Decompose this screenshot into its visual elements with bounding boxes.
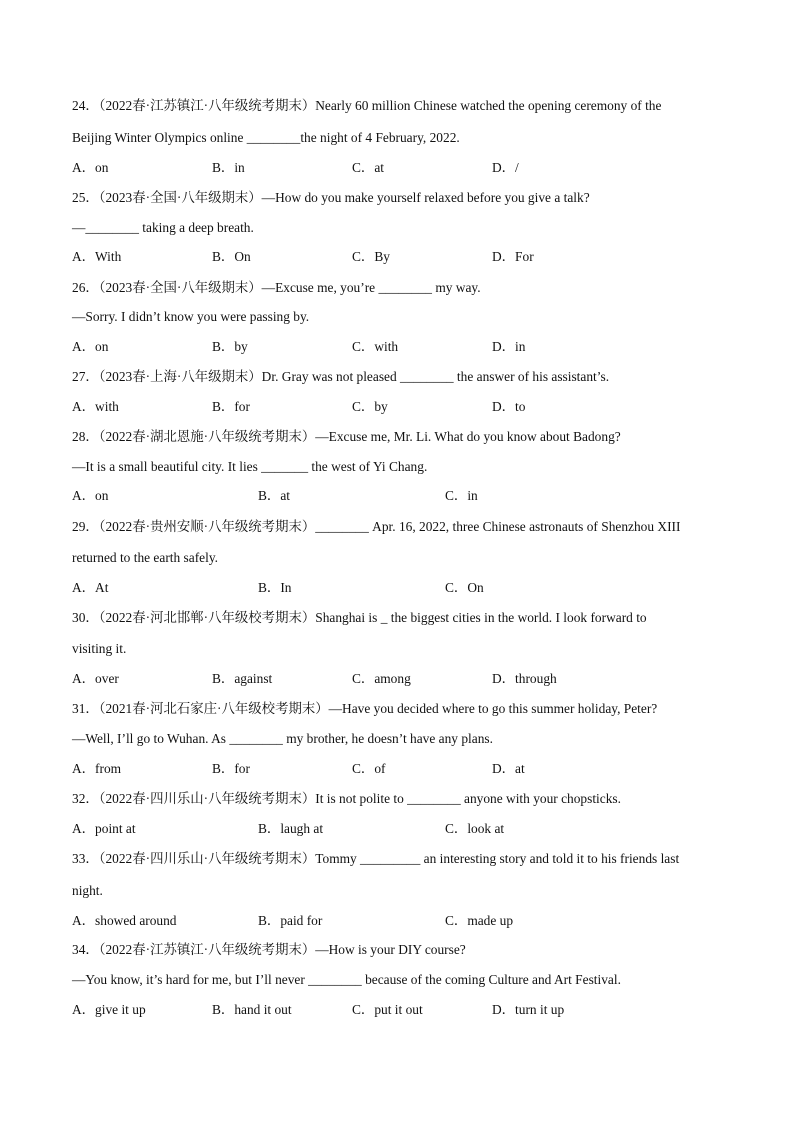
- question-25-option-d: D．For: [492, 249, 534, 264]
- question-26-line-2: —Sorry. I didn’t know you were passing by.: [72, 309, 310, 324]
- question-31-option-a: A．from: [72, 761, 122, 776]
- question-30-option-b: B．against: [212, 671, 273, 686]
- question-24-option-c: C．at: [352, 160, 384, 175]
- question-32-line-1: 32．（2022春·四川乐山·八年级统考期末）It is not polite to ________ anyone with your chopsticks.: [72, 791, 621, 806]
- question-32-option-b: B．laugh at: [258, 821, 324, 836]
- question-26-option-a: A．on: [72, 339, 109, 354]
- question-29-line-1: 29．（2022春·贵州安顺·八年级统考期末）________ Apr. 16, 2022, three Chinese astronauts of Shenzhou XIII: [72, 519, 681, 534]
- question-32-option-c: C．look at: [445, 821, 505, 836]
- question-34-option-d: D．turn it up: [492, 1002, 565, 1017]
- question-26-option-b: B．by: [212, 339, 248, 354]
- question-28-line-2: —It is a small beautiful city. It lies _______ the west of Yi Chang.: [72, 459, 428, 474]
- question-24-line-1: 24．（2022春·江苏镇江·八年级统考期末）Nearly 60 million Chinese watched the opening ceremony of the: [72, 98, 662, 113]
- question-33-line-1: 33．（2022春·四川乐山·八年级统考期末）Tommy _________ an interesting story and told it to his friends last: [72, 851, 680, 866]
- question-29-option-b: B．In: [258, 580, 292, 595]
- question-24-option-b: B．in: [212, 160, 245, 175]
- question-34-option-a: A．give it up: [72, 1002, 146, 1017]
- question-25-line-1: 25．（2023春·全国·八年级期末）—How do you make yourself relaxed before you give a talk?: [72, 190, 590, 205]
- question-31-line-1: 31．（2021春·河北石家庄·八年级校考期末）—Have you decided where to go this summer holiday, Peter?: [72, 701, 658, 716]
- question-25-option-c: C．By: [352, 249, 390, 264]
- question-24-line-2: Beijing Winter Olympics online ________the night of 4 February, 2022.: [72, 130, 460, 145]
- question-28-option-b: B．at: [258, 488, 290, 503]
- question-34-line-1: 34．（2022春·江苏镇江·八年级统考期末）—How is your DIY course?: [72, 942, 466, 957]
- question-27-option-c: C．by: [352, 399, 388, 414]
- question-24-option-d: D．/: [492, 160, 519, 175]
- question-24-option-a: A．on: [72, 160, 109, 175]
- question-28-option-a: A．on: [72, 488, 109, 503]
- question-32-option-a: A．point at: [72, 821, 136, 836]
- question-31-option-d: D．at: [492, 761, 525, 776]
- question-28-option-c: C．in: [445, 488, 478, 503]
- question-25-option-a: A．With: [72, 249, 122, 264]
- question-30-option-d: D．through: [492, 671, 557, 686]
- question-26-option-c: C．with: [352, 339, 399, 354]
- question-27-option-b: B．for: [212, 399, 250, 414]
- question-33-line-2: night.: [72, 883, 103, 898]
- question-28-line-1: 28．（2022春·湖北恩施·八年级统考期末）—Excuse me, Mr. Li. What do you know about Badong?: [72, 429, 621, 444]
- question-34-option-b: B．hand it out: [212, 1002, 292, 1017]
- question-25-line-2: —________ taking a deep breath.: [72, 220, 254, 235]
- question-29-option-c: C．On: [445, 580, 484, 595]
- question-30-line-2: visiting it.: [72, 641, 127, 656]
- question-25-option-b: B．On: [212, 249, 251, 264]
- question-33-option-c: C．made up: [445, 913, 514, 928]
- question-31-option-b: B．for: [212, 761, 250, 776]
- question-27-option-d: D．to: [492, 399, 526, 414]
- question-30-option-c: C．among: [352, 671, 411, 686]
- question-33-option-a: A．showed around: [72, 913, 177, 928]
- question-31-line-2: —Well, I’ll go to Wuhan. As ________ my brother, he doesn’t have any plans.: [72, 731, 493, 746]
- question-29-line-2: returned to the earth safely.: [72, 550, 218, 565]
- question-31-option-c: C．of: [352, 761, 386, 776]
- question-27-option-a: A．with: [72, 399, 119, 414]
- question-26-line-1: 26．（2023春·全国·八年级期末）—Excuse me, you’re ________ my way.: [72, 280, 481, 295]
- question-34-option-c: C．put it out: [352, 1002, 423, 1017]
- question-27-line-1: 27．（2023春·上海·八年级期末）Dr. Gray was not pleased ________ the answer of his assistant’s.: [72, 369, 610, 384]
- question-30-line-1: 30．（2022春·河北邯郸·八年级校考期末）Shanghai is _ the biggest cities in the world. I look forward to: [72, 610, 647, 625]
- question-26-option-d: D．in: [492, 339, 526, 354]
- question-33-option-b: B．paid for: [258, 913, 323, 928]
- question-29-option-a: A．At: [72, 580, 109, 595]
- question-34-line-2: —You know, it’s hard for me, but I’ll never ________ because of the coming Culture and Art Festival.: [72, 972, 621, 987]
- question-30-option-a: A．over: [72, 671, 119, 686]
